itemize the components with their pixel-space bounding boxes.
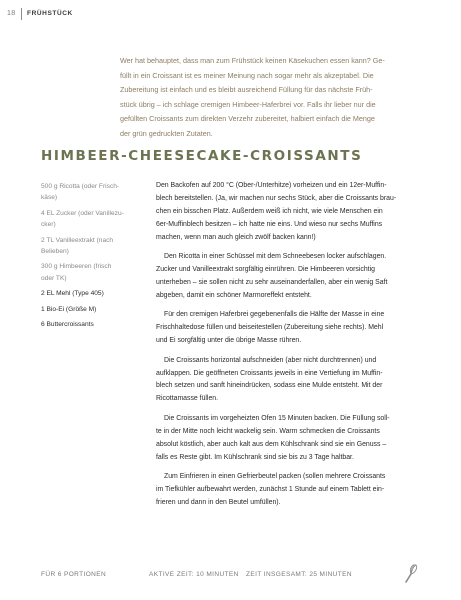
ingredient-line: 2 TL Vanilleextrakt (nach [41, 236, 114, 244]
instruction-paragraph [156, 471, 441, 510]
instruction-line: Frischhaltedose füllen und beiseitestellen (Zubereitung siehe rechts). Mehl [156, 324, 384, 332]
ingredient-line: 1 Bio-Ei (Größe M) [41, 305, 97, 313]
instruction-line: frieren und dann in den Beutel umfüllen). [156, 498, 281, 506]
instruction-line: Den Ricotta in einer Schüssel mit dem Schneebesen locker aufschlagen. [164, 253, 387, 261]
section-label: FRÜHSTÜCK [27, 10, 73, 17]
instructions [156, 180, 441, 516]
intro-line: gefüllten Croissants zum direkten Verzehr zubereitet, halbiert einfach die Menge [120, 114, 375, 124]
header-divider [21, 8, 22, 20]
ingredient-line: 500 g Ricotta (oder Frisch- [41, 183, 120, 190]
ingredient-item [41, 181, 141, 204]
instruction-line: chen ein bisschen Platz. Außerdem weiß ich nicht, wie viele Menschen ein [156, 207, 383, 215]
ingredient-line: 4 EL Zucker (oder Vanillezu- [41, 209, 124, 217]
ingredient-item [41, 208, 141, 231]
intro-paragraph [120, 54, 426, 142]
recipe-title: HIMBEER-CHEESECAKE-CROISSANTS [41, 148, 363, 164]
ingredient-item [41, 235, 141, 258]
instruction-line: unterheben – sie sollen nicht zu sehr auseinanderfallen, aber ein wenig Saft [156, 278, 388, 286]
instruction-line: Ricottamasse füllen. [156, 395, 219, 403]
intro-line: Wer hat behauptet, dass man zum Frühstück keinen Käsekuchen essen kann? Ge- [120, 56, 385, 65]
instruction-paragraph [156, 180, 441, 245]
ingredient-item [41, 319, 141, 330]
ingredient-line: 6 Buttercroissants [41, 321, 94, 329]
ingredient-line: käse) [41, 194, 58, 202]
ingredient-list [41, 181, 141, 335]
page-number: 18 [7, 10, 16, 17]
ingredient-line: Belieben) [41, 247, 69, 255]
intro-line: der grün gedruckten Zutaten. [120, 128, 213, 138]
instruction-line: absolut köstlich, aber auch kalt aus dem Kühlschrank sind sie ein Genuss – [156, 440, 387, 448]
ingredient-item [41, 288, 141, 299]
instruction-line: Zucker und Vanilleextrakt sorgfältig einrühren. Die Himbeeren vorsichtig [156, 266, 375, 274]
instruction-paragraph [156, 355, 441, 407]
instruction-line: blech setzen und sanft hineindrücken, sodass eine Mulde entsteht. Mit der [156, 382, 383, 390]
ingredient-line: 300 g Himbeeren (frisch [41, 263, 112, 271]
instruction-line: machen, wenn man auch gleich zwölf backen kann!) [156, 233, 316, 241]
intro-line: Zubereitung ist einfach und es bleibt ausreichend Füllung für das nächste Früh- [120, 85, 373, 95]
instruction-line: Die Croissants im vorgeheizten Ofen 15 Minuten backen. Die Füllung soll- [164, 414, 390, 422]
instruction-paragraph [156, 413, 441, 465]
ingredient-line: cker) [41, 221, 56, 229]
intro-line: füllt in ein Croissant ist es meiner Meinung nach sogar mehr als akzeptabel. Die [120, 70, 374, 80]
ingredient-item [41, 261, 141, 284]
instruction-paragraph [156, 309, 441, 348]
instruction-line: und Ei sorgfältig unter die übrige Masse rühren. [156, 337, 302, 345]
instruction-line: te in der Mitte noch leicht wackelig sein. Warm schmecken die Croissants [156, 427, 380, 435]
instruction-line: Den Backofen auf 200 °C (Ober-/Unterhitze) vorheizen und ein 12er-Muffin- [156, 182, 387, 189]
active-time: AKTIVE ZEIT: 10 MINUTEN [149, 571, 239, 578]
instruction-line: Für den cremigen Haferbrei gegebenenfalls die Hälfte der Masse in eine [164, 311, 385, 319]
intro-line: stück übrig – ich schlage cremigen Himbeer-Haferbrei vor. Falls ihr lieber nur die [120, 99, 376, 109]
portions-label: FÜR 6 PORTIONEN [41, 571, 107, 578]
instruction-line: aufklappen. Die geöffneten Croissants jeweils in eine Vertiefung im Muffin- [156, 369, 383, 377]
instruction-line: 6er-Muffinblech besitzen – ich hatte nie eins. Und wieso nur sechs Muffins [156, 220, 383, 228]
total-time: ZEIT INSGESAMT: 25 MINUTEN [245, 571, 352, 578]
ingredient-line: oder TK) [41, 274, 67, 282]
instruction-line: falls es Reste gibt. Im Kühlschrank sind sie bis zu 3 Tage haltbar. [156, 453, 354, 461]
ingredient-item [41, 304, 141, 315]
instruction-paragraph [156, 251, 441, 303]
instruction-line: im Tiefkühler aufbewahrt werden, zunächst 1 Stunde auf einem Tablett ein- [156, 486, 385, 493]
time-info [149, 571, 357, 578]
instruction-line: blech bereitstellen. (Ja, wir machen nur sechs Stück, aber die Croissants brau- [156, 194, 397, 202]
instruction-line: Die Croissants horizontal aufschneiden (aber nicht durchtrennen) und [164, 356, 377, 364]
instruction-line: abgeben, damit ein schöner Marmoreffekt entsteht. [156, 291, 312, 299]
instruction-line: Zum Einfrieren in einen Gefrierbeutel packen (sollen mehrere Croissants [164, 473, 386, 481]
whisk-icon [403, 563, 419, 583]
ingredient-line: 2 EL Mehl (Type 405) [41, 290, 104, 298]
